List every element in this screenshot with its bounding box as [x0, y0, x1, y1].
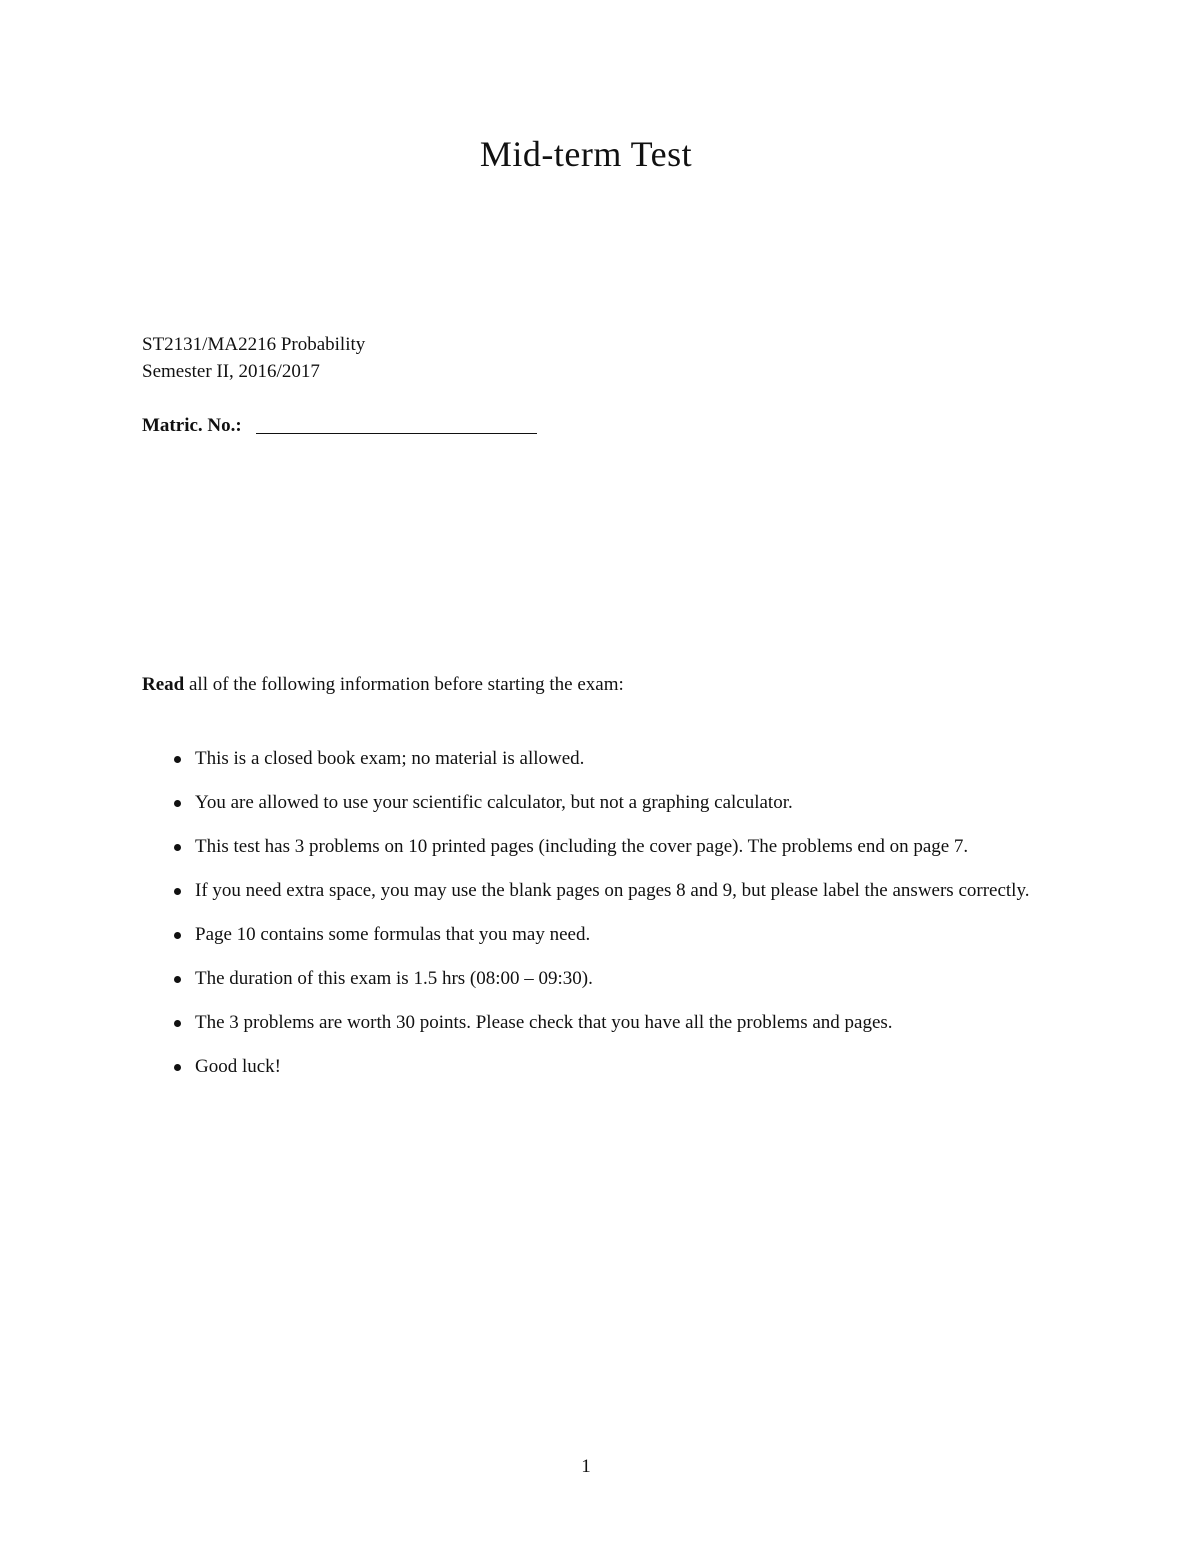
- bullet-icon: [174, 844, 181, 851]
- bullet-icon: [174, 888, 181, 895]
- list-item-text: Good luck!: [195, 1056, 282, 1077]
- bullet-icon: [174, 1020, 181, 1027]
- list-item-text: This is a closed book exam; no material is allowed.: [195, 748, 585, 769]
- course-name: ST2131/MA2216 Probability: [142, 334, 366, 355]
- list-item-text: If you need extra space, you may use the blank pages on pages 8 and 9, but please label the answers correctly.: [195, 880, 1030, 901]
- list-item: [142, 921, 1042, 949]
- instructions-heading-rest: all of the following information before starting the exam:: [184, 674, 624, 695]
- matric-number-blank-line: [256, 433, 537, 434]
- list-item-text: You are allowed to use your scientific calculator, but not a graphing calculator.: [195, 792, 793, 813]
- bullet-icon: [174, 1064, 181, 1071]
- list-item: [142, 833, 1042, 861]
- bullet-icon: [174, 976, 181, 983]
- matric-number-row: [142, 415, 537, 437]
- matric-number-label: Matric. No.:: [142, 415, 242, 436]
- bullet-icon: [174, 800, 181, 807]
- semester-info: Semester II, 2016/2017: [142, 361, 320, 382]
- bullet-icon: [174, 932, 181, 939]
- bullet-icon: [174, 756, 181, 763]
- instructions-heading-bold: Read: [142, 674, 185, 695]
- list-item: [142, 877, 1042, 905]
- list-item-text: This test has 3 problems on 10 printed pages (including the cover page). The problems end on page 7.: [195, 836, 969, 857]
- page-number: 1: [581, 1456, 591, 1477]
- list-item: [142, 965, 1042, 993]
- list-item: [142, 789, 1042, 817]
- instructions-list: [142, 745, 1042, 1097]
- list-item-text: The 3 problems are worth 30 points. Please check that you have all the problems and pages.: [195, 1012, 893, 1033]
- instructions-heading: [142, 674, 624, 696]
- page-title: Mid-term Test: [479, 134, 693, 174]
- list-item-text: The duration of this exam is 1.5 hrs (08:00 – 09:30).: [195, 968, 593, 989]
- list-item: [142, 1009, 1042, 1037]
- list-item: [142, 1053, 1042, 1081]
- list-item: [142, 745, 1042, 773]
- list-item-text: Page 10 contains some formulas that you may need.: [195, 924, 591, 945]
